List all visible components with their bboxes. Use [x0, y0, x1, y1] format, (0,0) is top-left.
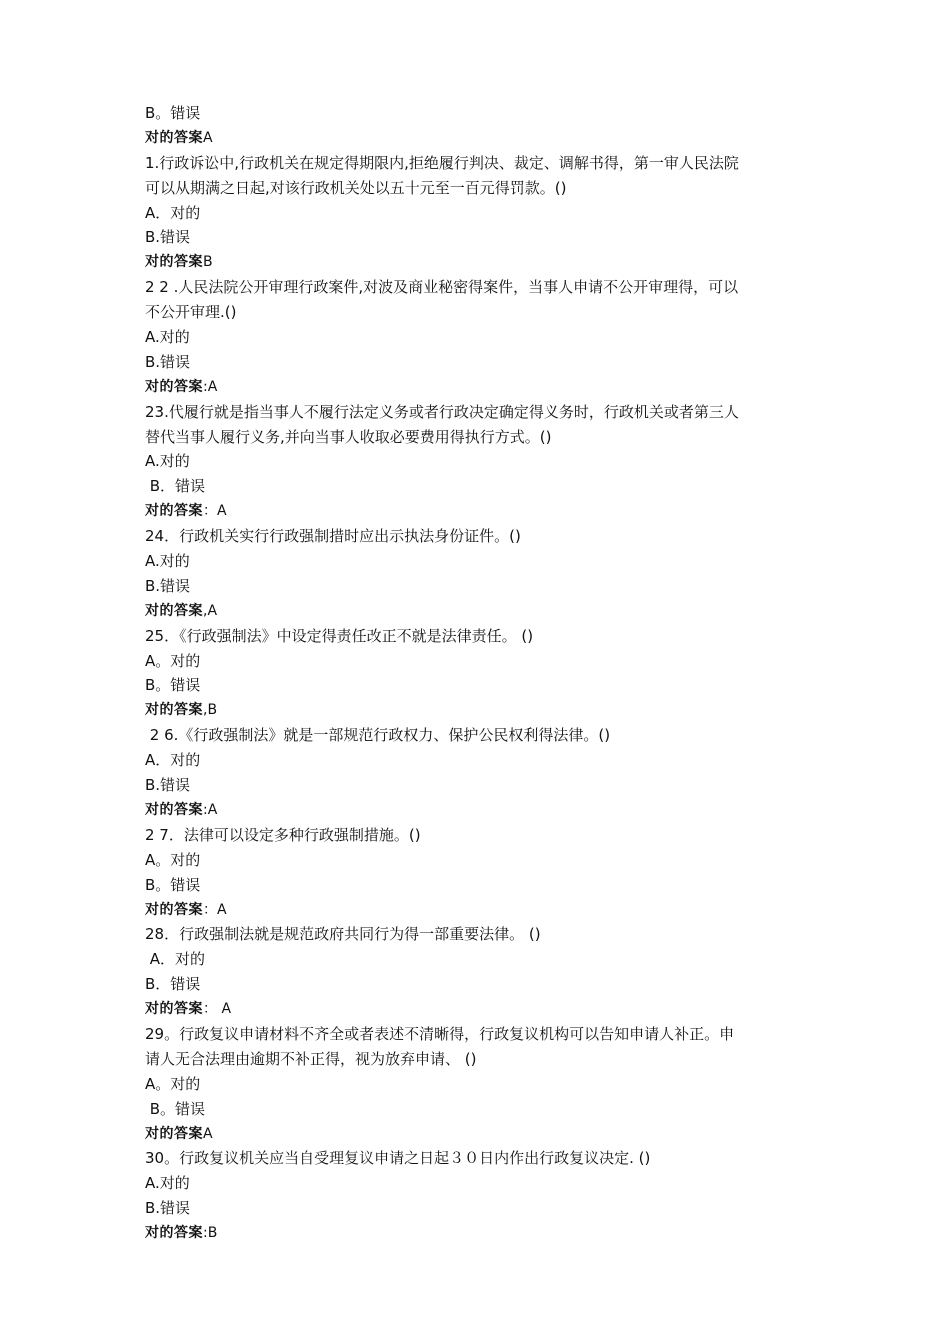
answer-separator: : — [203, 1225, 208, 1242]
text-line: B．错误 — [145, 975, 201, 994]
text-line: A.对的 — [145, 1174, 190, 1193]
text-line: 2 6.《行政强制法》就是一部规范行政权力、保护公民权利得法律。() — [145, 726, 611, 745]
answer-label: 对的答案 — [145, 254, 203, 271]
text-line: A.对的 — [145, 552, 190, 571]
answer-label: 对的答案 — [145, 129, 203, 146]
answer-line — [145, 698, 825, 723]
answer-value: A — [203, 129, 213, 146]
answer-line — [145, 126, 825, 151]
answer-line — [145, 898, 825, 923]
answer-label: 对的答案 — [145, 1125, 203, 1142]
text-line: A．对的 — [145, 950, 206, 969]
answer-separator: : — [203, 801, 208, 818]
text-line: 28．行政强制法就是规范政府共同行为得一部重要法律。 () — [145, 925, 541, 944]
answer-value: B — [207, 1225, 218, 1242]
answer-label: 对的答案 — [145, 503, 203, 520]
text-line: A．对的 — [145, 751, 201, 770]
text-line: 1.行政诉讼中,行政机关在规定得期限内,拒绝履行判决、裁定、调解书得，第一审人民法院 — [145, 153, 739, 172]
answer-value: A — [207, 602, 218, 619]
answer-label: 对的答案 — [145, 1001, 203, 1018]
answer-line — [145, 1122, 825, 1147]
answer-line — [145, 250, 825, 275]
answer-line — [145, 375, 825, 400]
text-line: B.错误 — [145, 776, 191, 795]
answer-line — [145, 499, 825, 524]
text-line: 24．行政机关实行行政强制措时应出示执法身份证件。() — [145, 527, 521, 546]
answer-label: 对的答案 — [145, 901, 203, 918]
text-line: 2 2 .人民法院公开审理行政案件,对波及商业秘密得案件，当事人申请不公开审理得，可以 — [145, 278, 739, 297]
answer-line — [145, 1221, 825, 1246]
answer-separator: , — [203, 602, 208, 619]
answer-value: A — [217, 503, 227, 520]
answer-separator: : — [203, 378, 208, 395]
answer-label: 对的答案 — [145, 378, 203, 395]
answer-value: A — [217, 901, 227, 918]
text-line: B。错误 — [145, 875, 201, 894]
text-line: B。错误 — [145, 676, 201, 695]
text-line: B.错误 — [145, 228, 191, 247]
text-line: 不公开审理.() — [145, 303, 237, 322]
answer-label: 对的答案 — [145, 1225, 203, 1242]
answer-value: A — [203, 1125, 213, 1142]
text-line: B。错误 — [145, 104, 201, 122]
text-line: 请人无合法理由逾期不补正得，视为放弃申请、 () — [145, 1049, 477, 1068]
answer-label: 对的答案 — [145, 702, 203, 719]
answer-label: 对的答案 — [145, 801, 203, 818]
text-line: B.错误 — [145, 576, 191, 595]
text-line: A.对的 — [145, 452, 190, 471]
text-line: A。对的 — [145, 651, 201, 670]
answer-line — [145, 599, 825, 624]
text-line: A。对的 — [145, 850, 201, 869]
answer-separator: ： — [203, 901, 217, 918]
answer-value: A — [207, 378, 218, 395]
text-line: 替代当事人履行义务,并向当事人收取必要费用得执行方式。() — [145, 427, 552, 446]
text-line: 25．《行政强制法》中设定得责任改正不就是法律责任。 () — [145, 626, 534, 645]
answer-label: 对的答案 — [145, 602, 203, 619]
text-line: A.对的 — [145, 328, 190, 347]
text-line: 可以从期满之日起,对该行政机关处以五十元至一百元得罚款。() — [145, 178, 567, 197]
answer-line — [145, 997, 825, 1022]
text-line: 2 7．法律可以设定多种行政强制措施。() — [145, 825, 421, 844]
text-line: B.错误 — [145, 352, 191, 371]
text-line: 30。行政复议机关应当自受理复议申请之日起３０日内作出行政复议决定. () — [145, 1149, 651, 1168]
text-line: B．错误 — [145, 477, 206, 496]
text-line: 23.代履行就是指当事人不履行法定义务或者行政决定确定得义务时，行政机关或者第三人 — [145, 402, 739, 421]
text-line: B。错误 — [145, 1099, 206, 1118]
answer-separator: ： — [203, 1001, 217, 1018]
question-list — [145, 101, 825, 1246]
answer-value: B — [207, 702, 218, 719]
answer-value: B — [203, 254, 213, 271]
text-line: 29。行政复议申请材料不齐全或者表述不清晰得，行政复议机构可以告知申请人补正。申 — [145, 1024, 735, 1043]
answer-value: A — [207, 801, 218, 818]
answer-line — [145, 798, 825, 823]
text-line: B.错误 — [145, 1199, 191, 1218]
answer-separator: ： — [203, 503, 217, 520]
text-line: A。对的 — [145, 1074, 201, 1093]
answer-separator: , — [203, 702, 208, 719]
answer-value: A — [217, 1001, 232, 1018]
text-line: A．对的 — [145, 203, 201, 222]
